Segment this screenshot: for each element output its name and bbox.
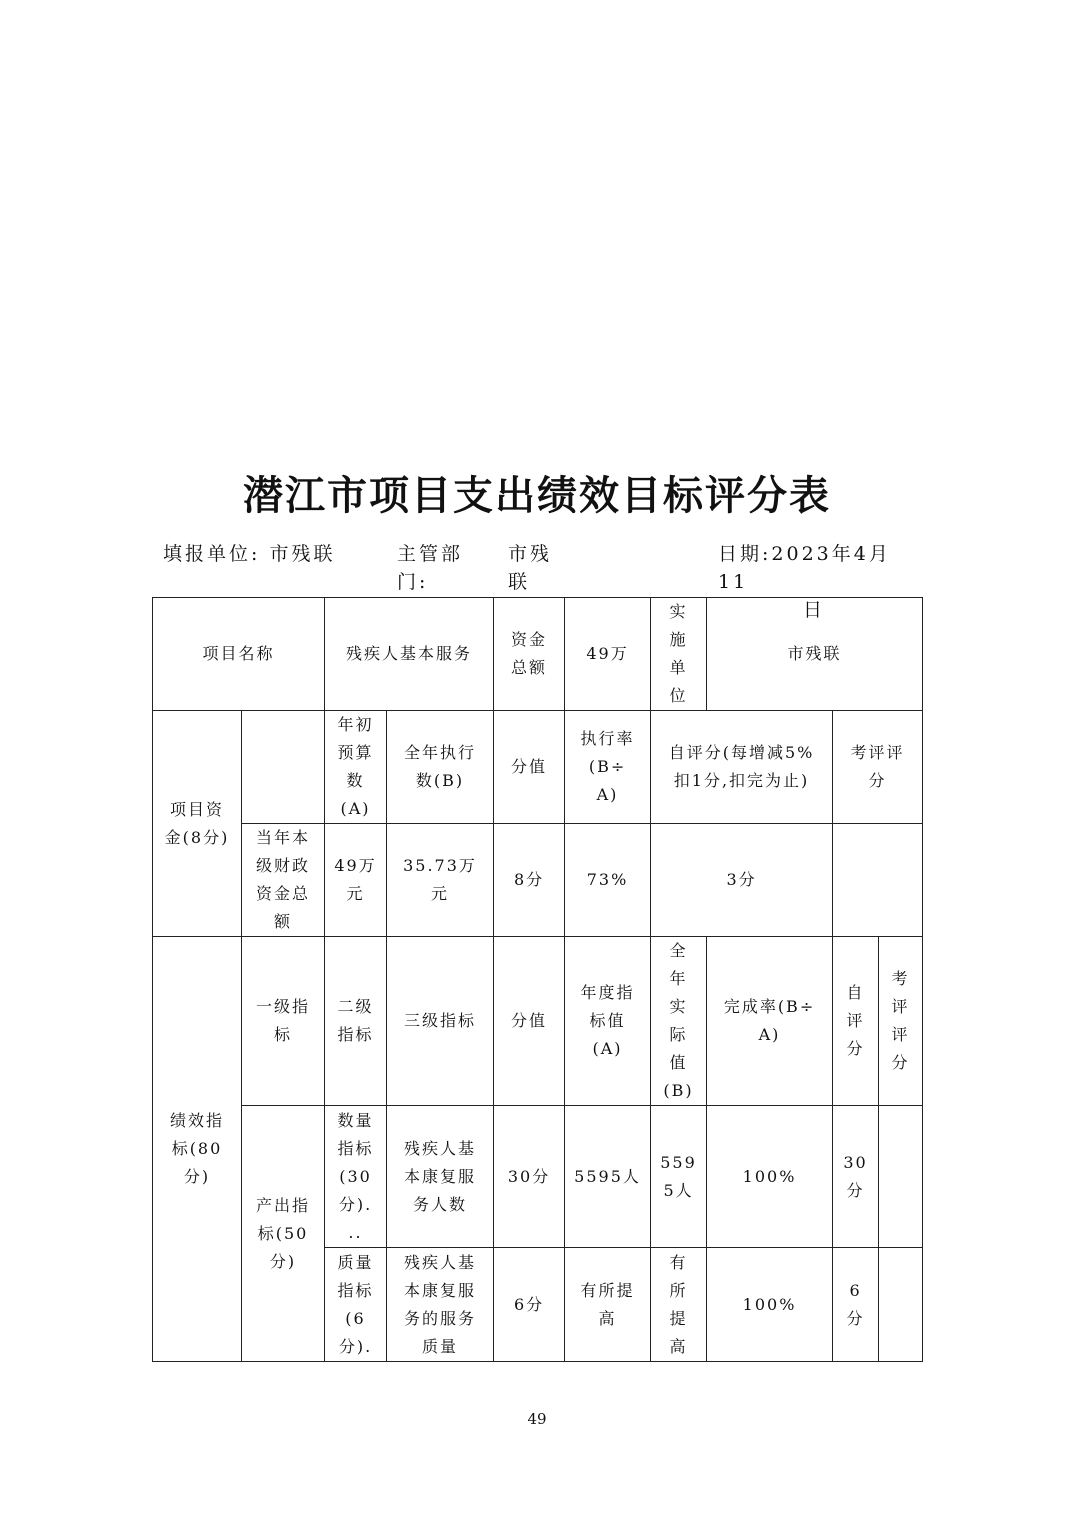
actual-value: 559 5人 (651, 1106, 707, 1248)
review-score (879, 1106, 923, 1248)
table-row (153, 1106, 923, 1248)
fund-section-label: 项目资 金(8分) (153, 711, 242, 937)
fund-item-name: 当年本 级财政 资金总 额 (242, 824, 325, 937)
header-perf-self-score: 自 评 分 (833, 937, 879, 1106)
project-name-value: 残疾人基本服务 (325, 598, 494, 711)
project-row (153, 598, 923, 711)
header-level1: 一级指 标 (242, 937, 325, 1106)
evaluation-table (152, 597, 923, 1362)
supervising-dept-label: 主管部门: (397, 543, 464, 593)
level2-indicator: 质量 指标 (6 分). (325, 1248, 387, 1362)
header-actual-value: 全 年 实 际 值 (B) (651, 937, 707, 1106)
fund-annual-execution: 35.73万 元 (387, 824, 494, 937)
actual-value: 有 所 提 高 (651, 1248, 707, 1362)
header-initial-budget: 年初 预算 数 (A) (325, 711, 387, 824)
page-title: 潜江市项目支出绩效目标评分表 (243, 473, 831, 519)
output-indicator-label: 产出指 标(50 分) (242, 1106, 325, 1362)
page-number: 49 (527, 1410, 547, 1428)
self-score: 6 分 (833, 1248, 879, 1362)
header-completion-rate: 完成率(B÷ A) (707, 937, 833, 1106)
header-score: 分值 (494, 711, 565, 824)
self-score: 30 分 (833, 1106, 879, 1248)
perf-section-label: 绩效指 标(80 分) (153, 937, 242, 1362)
header-annual-execution: 全年执行 数(B) (387, 711, 494, 824)
indicator-score: 6分 (494, 1248, 565, 1362)
project-name-label: 项目名称 (153, 598, 325, 711)
completion-rate: 100% (707, 1248, 833, 1362)
header-annual-target: 年度指 标值 (A) (565, 937, 651, 1106)
fund-total-value: 49万 (565, 598, 651, 711)
impl-unit-label: 实 施 单 位 (651, 598, 707, 711)
header-level2: 二级 指标 (325, 937, 387, 1106)
annual-target: 5595人 (565, 1106, 651, 1248)
fund-review-score (833, 824, 923, 937)
header-perf-review-score: 考 评 评 分 (879, 937, 923, 1106)
level2-indicator: 数量 指标 (30 分). .. (325, 1106, 387, 1248)
header-self-score: 自评分(每增减5% 扣1分,扣完为止) (651, 711, 833, 824)
review-score (879, 1248, 923, 1362)
level3-indicator: 残疾人基 本康复服 务的服务 质量 (387, 1248, 494, 1362)
annual-target: 有所提 高 (565, 1248, 651, 1362)
fund-header-blank (242, 711, 325, 824)
fund-header-row (153, 711, 923, 824)
completion-rate: 100% (707, 1106, 833, 1248)
report-date-line1: 日期:2023年4月11 (718, 543, 891, 593)
level3-indicator: 残疾人基 本康复服 务人数 (387, 1106, 494, 1248)
header-level3: 三级指标 (387, 937, 494, 1106)
fund-initial-budget: 49万 元 (325, 824, 387, 937)
header-perf-score: 分值 (494, 937, 565, 1106)
fund-self-score: 3分 (651, 824, 833, 937)
header-review-score: 考评评 分 (833, 711, 923, 824)
fund-execution-rate: 73% (565, 824, 651, 937)
indicator-score: 30分 (494, 1106, 565, 1248)
fund-data-row (153, 824, 923, 937)
supervising-dept-value: 市残联 (508, 543, 553, 593)
header-execution-rate: 执行率 (B÷ A) (565, 711, 651, 824)
report-date-line2: 日 (803, 599, 826, 621)
filling-unit: 填报单位: 市残联 (163, 543, 336, 565)
impl-unit-value: 市残联 (707, 598, 923, 711)
perf-header-row (153, 937, 923, 1106)
fund-score: 8分 (494, 824, 565, 937)
fund-total-label: 资金 总额 (494, 598, 565, 711)
